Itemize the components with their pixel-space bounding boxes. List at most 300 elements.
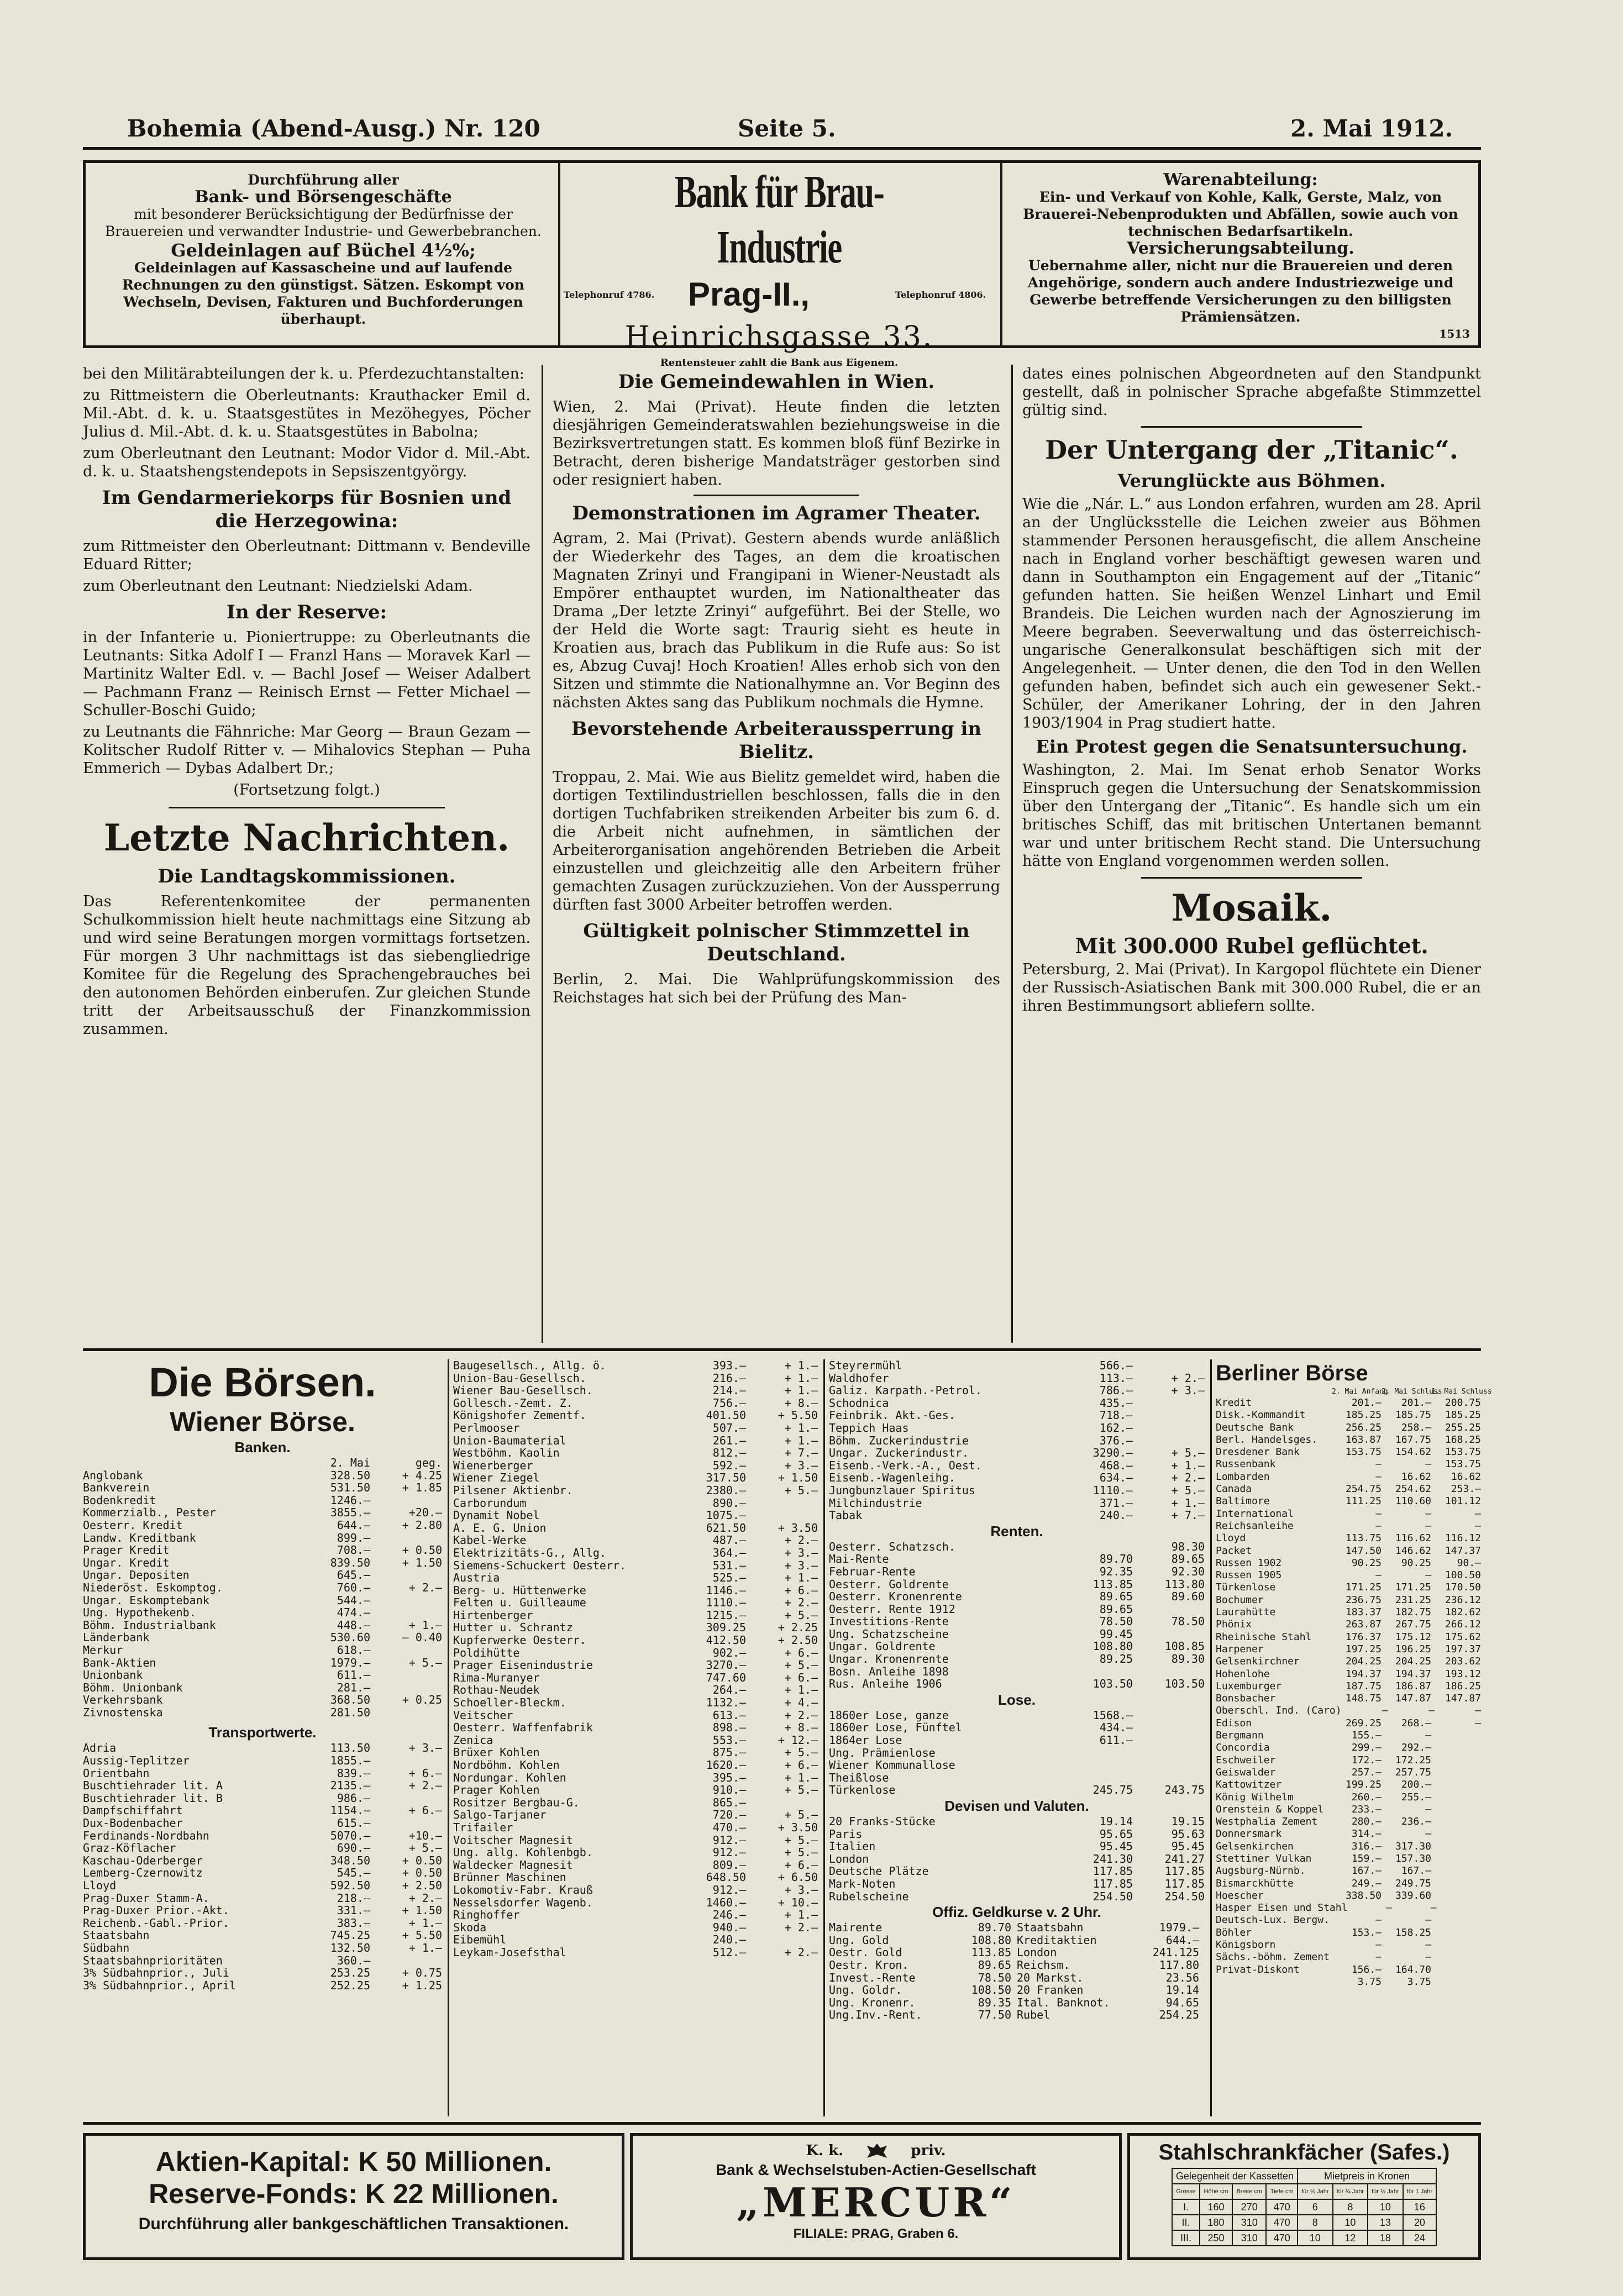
transport-value: + 1.25 bbox=[402, 1978, 442, 1992]
bank-value: 708.— bbox=[337, 1543, 370, 1557]
industrie-name: Poldihütte bbox=[453, 1646, 520, 1659]
berlin-value: 256.25 bbox=[1345, 1421, 1382, 1433]
geldkurse-title: Offiz. Geldkurse v. 2 Uhr. bbox=[932, 1904, 1101, 1921]
industrie-value: 1132.— bbox=[706, 1696, 746, 1710]
los-row bbox=[829, 1709, 1205, 1722]
boerse-col-1 bbox=[83, 1359, 442, 1992]
industrie-value: 246.— bbox=[712, 1908, 746, 1922]
industrie-name: Prager Eisenindustrie bbox=[453, 1658, 593, 1672]
bank-brau-city-row bbox=[564, 275, 995, 314]
bank-row bbox=[83, 1469, 442, 1482]
transport-name: Lemberg-Czernowitz bbox=[83, 1866, 203, 1880]
industrie-value: 910.— bbox=[712, 1783, 746, 1797]
transport-name: Kaschau-Oderberger bbox=[83, 1853, 203, 1867]
bank-value: 530.60 bbox=[330, 1631, 370, 1644]
industrie-value: 912.— bbox=[712, 1846, 746, 1859]
transport-name: Buschtiehrader lit. B bbox=[83, 1791, 223, 1805]
transport-name: Prag-Duxer Stamm-A. bbox=[83, 1891, 209, 1905]
industrie-value: + 10.— bbox=[778, 1895, 818, 1909]
col3-sub-protest: Ein Protest gegen die Senatsuntersuchung. bbox=[1036, 736, 1468, 757]
devise-value: 254.50 bbox=[1164, 1889, 1205, 1903]
rente-value: 103.50 bbox=[1164, 1677, 1205, 1691]
transport-name: Dux-Bodenbacher bbox=[83, 1816, 183, 1830]
rente-row bbox=[829, 1653, 1205, 1665]
los-value: 611.— bbox=[1099, 1733, 1133, 1747]
los-value bbox=[1133, 1747, 1205, 1759]
transport-row bbox=[83, 1804, 442, 1817]
industrie-value: 264.— bbox=[712, 1683, 746, 1697]
berlin-value: 175.12 bbox=[1395, 1631, 1431, 1643]
industrie-row bbox=[453, 1934, 818, 1946]
industrie-row bbox=[453, 1621, 818, 1634]
bank-name: Ungar. Kredit bbox=[83, 1556, 170, 1569]
industrie-value: + 2.25 bbox=[778, 1621, 818, 1635]
berlin-value: 233.— bbox=[1351, 1803, 1382, 1815]
industrie-value: + 3.— bbox=[784, 1458, 818, 1472]
los-value bbox=[1133, 1759, 1205, 1772]
berlin-value: 153.75 bbox=[1445, 1446, 1481, 1458]
industrie-name: Lokomotiv-Fabr. Krauß bbox=[453, 1883, 593, 1896]
berlin-value: 231.25 bbox=[1395, 1594, 1431, 1606]
berlin-value: 171.25 bbox=[1345, 1582, 1382, 1594]
berlin-row bbox=[1216, 1458, 1481, 1470]
berlin-value: 203.62 bbox=[1445, 1656, 1481, 1668]
devise-value: 117.85 bbox=[1164, 1864, 1205, 1878]
los-value bbox=[1061, 1759, 1133, 1772]
transport-value: 986.— bbox=[337, 1791, 370, 1805]
bank-name: Länderbank bbox=[83, 1631, 150, 1644]
devise-name: London bbox=[829, 1852, 869, 1866]
berlin-value bbox=[1431, 1779, 1481, 1791]
column-1 bbox=[83, 365, 531, 1348]
devise-value: 19.15 bbox=[1171, 1815, 1205, 1828]
los-name: Ung. Prämienlose bbox=[829, 1746, 936, 1759]
industrie2-row bbox=[829, 1459, 1205, 1472]
berlin-value bbox=[1431, 1816, 1481, 1828]
industrie-value: 613.— bbox=[712, 1708, 746, 1722]
transport-name: 3% Südbahnprior., Juli bbox=[83, 1966, 229, 1980]
berlin-value: 167.75 bbox=[1395, 1433, 1431, 1446]
berlin-value: 292.— bbox=[1401, 1742, 1431, 1754]
berlin-value: 116.62 bbox=[1395, 1532, 1431, 1544]
col3-separator1 bbox=[1141, 426, 1362, 428]
industrie-value: 512.— bbox=[712, 1945, 746, 1959]
industrie-value: + 6.— bbox=[784, 1583, 818, 1597]
berlin-value: 194.37 bbox=[1345, 1668, 1382, 1680]
industrie-value: 2380.— bbox=[706, 1483, 746, 1497]
industrie-value: + 1.— bbox=[784, 1908, 818, 1922]
col1-para2: zu Rittmeistern die Oberleutnants: Krauthacker Emil d. Mil.-Abt. d. k. u. Staatsgestütes in Mezöhegyes, Pöcher Julius d. Mil.-Abt. d. k. u. Staatsgestütes in Babolna; bbox=[83, 387, 531, 440]
berlin-name: Canada bbox=[1216, 1483, 1252, 1495]
devisen-title: Devisen und Valuten. bbox=[944, 1798, 1089, 1814]
berlin-value: 257.— bbox=[1351, 1766, 1382, 1778]
industrie-value: 890.— bbox=[712, 1496, 746, 1510]
bank-value: + 5.— bbox=[408, 1656, 442, 1669]
col2-separator1 bbox=[694, 495, 859, 496]
berlin-row bbox=[1216, 1532, 1481, 1544]
industrie-value: + 2.— bbox=[784, 1533, 818, 1547]
top-ad-left-line1: Durchführung aller bbox=[248, 172, 399, 188]
industrie-row bbox=[453, 1696, 818, 1709]
bank-brau-note: Rentensteuer zahlt die Bank aus Eigenem. bbox=[660, 357, 899, 369]
geldkurse-list bbox=[829, 1921, 1205, 2021]
industrie-row bbox=[453, 1397, 818, 1410]
berlin-value: 280.— bbox=[1351, 1816, 1382, 1828]
safes-cell: 13 bbox=[1368, 2215, 1403, 2230]
devisen-list bbox=[829, 1815, 1205, 1903]
bank-value bbox=[370, 1594, 442, 1607]
industrie-value: + 1.— bbox=[784, 1384, 818, 1397]
safes-colname: Tiefe cm bbox=[1266, 2184, 1298, 2199]
geldkurs-name: Rubel bbox=[1017, 2008, 1051, 2022]
industrie2-value: 162.— bbox=[1099, 1421, 1133, 1435]
transport-name: Staatsbahnprioritäten bbox=[83, 1953, 223, 1967]
top-ad-divider-right bbox=[1000, 160, 1002, 348]
col1-heading-reserve: In der Reserve: bbox=[226, 601, 387, 623]
rente-value: 78.50 bbox=[1171, 1615, 1205, 1628]
berlin-name: Phönix bbox=[1216, 1619, 1252, 1631]
berlin-name: Sächs.-böhm. Zement bbox=[1216, 1951, 1330, 1963]
los-value bbox=[1133, 1734, 1205, 1747]
industrie2-row bbox=[829, 1472, 1205, 1484]
bank-name: Ungar. Depositen bbox=[83, 1568, 190, 1582]
rente-row bbox=[829, 1665, 1205, 1678]
berlin-value bbox=[1431, 1865, 1481, 1877]
industrie-value: 507.— bbox=[712, 1421, 746, 1435]
bank-value: 531.50 bbox=[330, 1481, 370, 1495]
industrie-value: 912.— bbox=[712, 1883, 746, 1896]
industrie-value: 1620.— bbox=[706, 1758, 746, 1772]
transport-row bbox=[83, 1955, 442, 1967]
bank-row bbox=[83, 1481, 442, 1494]
berlin-row bbox=[1216, 1471, 1481, 1483]
safes-cell: 10 bbox=[1368, 2199, 1403, 2215]
industrie-row bbox=[453, 1759, 818, 1772]
bank-value: 474.— bbox=[337, 1606, 370, 1620]
col2-para3: Troppau, 2. Mai. Wie aus Bielitz gemeldet wird, haben die dortigen Textilindustriellen beschlossen, falls die in den dortigen Tuchfabriken streikenden Arbeiter bis zum 6. d. die Arbeit nicht aufnehmen, in sämtlichen der Arbeiterorganisation angehörenden Betrieben die Arbeit einzustellen und gleichzeitig alle den Arbeitern früher gemachten Zusagen zurückzuziehen. Von der Aussperrung dürften fast 3000 Arbeiter betroffen werden. bbox=[553, 769, 1000, 913]
berlin-name: Bismarckhütte bbox=[1216, 1877, 1294, 1889]
berlin-name: Bonsbacher bbox=[1216, 1693, 1276, 1705]
industrie2-value bbox=[1133, 1422, 1205, 1435]
devise-name: Italien bbox=[829, 1840, 876, 1853]
industrie-name: Hirtenberger bbox=[453, 1608, 533, 1622]
berlin-row bbox=[1216, 1767, 1481, 1779]
industrie-name: Kupferwerke Oesterr. bbox=[453, 1633, 586, 1647]
berlin-name: Lombarden bbox=[1216, 1470, 1270, 1483]
bank-brau-city: Prag-II., bbox=[688, 276, 810, 313]
berlin-row bbox=[1216, 1495, 1481, 1507]
industrie-value: 720.— bbox=[712, 1808, 746, 1822]
safes-cell: 470 bbox=[1266, 2215, 1298, 2230]
transport-value: 545.— bbox=[337, 1866, 370, 1880]
industrie-name: Eibemühl bbox=[453, 1933, 507, 1947]
transport-value: 839.— bbox=[337, 1766, 370, 1780]
los-row bbox=[829, 1784, 1205, 1796]
berlin-value: 317.30 bbox=[1395, 1840, 1431, 1852]
devise-name: Paris bbox=[829, 1827, 863, 1841]
geldkurs-value: 108.50 bbox=[971, 1983, 1011, 1997]
berlin-row bbox=[1216, 1730, 1481, 1742]
berlin-value: 196.25 bbox=[1395, 1643, 1431, 1655]
bank-brau-tel-left: Telephonruf 4786. bbox=[564, 290, 655, 300]
los-name: Theißlose bbox=[829, 1770, 889, 1784]
geldkurs-name: Invest.-Rente bbox=[829, 1971, 916, 1984]
col1-para8: Das Referentenkomitee der permanenten Schulkommission hielt heute nachmittags eine Sitzung ab und wird seine Beratungen morgen vormittags fortsetzen. Für morgen 3 Uhr nachmittags ist das siebengliedrige Komitee für die Regelung des Sprachengebrauches bei den autonomen Behörden einberufen. Zur gleichen Stunde tritt der Arbeitsausschuß der Finanzkommission zusammen. bbox=[83, 893, 531, 1038]
berliner-colhead bbox=[1216, 1387, 1492, 1397]
industrie-name: Baugesellsch., Allg. ö. bbox=[453, 1359, 606, 1372]
transport-value: 592.50 bbox=[330, 1879, 370, 1892]
col1-para1: bei den Militärabteilungen der k. u. Pferdezuchtanstalten: bbox=[83, 365, 524, 382]
col1-continuation: (Fortsetzung folgt.) bbox=[233, 781, 380, 798]
transport-row bbox=[83, 1929, 442, 1942]
los-value: 243.75 bbox=[1164, 1783, 1205, 1797]
rente-row bbox=[829, 1628, 1205, 1641]
industrie-value: + 5.— bbox=[784, 1483, 818, 1497]
industrie2-value: 566.— bbox=[1099, 1359, 1133, 1372]
col2-heading-agram: Demonstrationen im Agramer Theater. bbox=[572, 502, 981, 524]
berlin-row bbox=[1216, 1791, 1481, 1804]
transport-row bbox=[83, 1742, 442, 1754]
bank-value bbox=[370, 1682, 442, 1694]
berlin-value: — bbox=[1425, 1951, 1431, 1963]
bank-brau-tel-right: Telephonruf 4806. bbox=[895, 290, 986, 300]
rente-value: 89.30 bbox=[1171, 1652, 1205, 1666]
bank-value: 281.50 bbox=[330, 1705, 370, 1719]
col1-para4: zum Rittmeister den Oberleutnant: Dittmann v. Bendeville Eduard Ritter; bbox=[83, 538, 531, 573]
col2-heading-bielitz: Bevorstehende Arbeiteraussperrung in Bielitz. bbox=[571, 718, 982, 763]
industrie-value: + 1.— bbox=[784, 1359, 818, 1372]
berlin-value: 116.12 bbox=[1445, 1532, 1481, 1544]
berlin-value: 171.25 bbox=[1395, 1582, 1431, 1594]
industrie2-value: 634.— bbox=[1099, 1471, 1133, 1485]
berlin-name: Hasper Eisen und Stahl bbox=[1216, 1902, 1348, 1914]
top-ad-center bbox=[564, 165, 995, 369]
berlin-value: — bbox=[1428, 1705, 1435, 1717]
industrie-value: 756.— bbox=[712, 1396, 746, 1410]
berlin-value: 168.25 bbox=[1445, 1433, 1481, 1446]
industrie-row bbox=[453, 1484, 818, 1497]
industrie2-value: + 1.— bbox=[1171, 1496, 1205, 1510]
rente-name: Bosn. Anleihe 1898 bbox=[829, 1664, 949, 1678]
industrie-row bbox=[453, 1659, 818, 1672]
berlin-row bbox=[1216, 1434, 1481, 1446]
berlin-value: 90.25 bbox=[1401, 1557, 1431, 1569]
transport-row bbox=[83, 1892, 442, 1905]
berlin-value: — bbox=[1425, 1914, 1431, 1926]
transport-value bbox=[370, 1792, 442, 1805]
berlin-value: 154.62 bbox=[1395, 1446, 1431, 1458]
rente-row bbox=[829, 1678, 1205, 1690]
bank-brau-title: Bank für Brau-Industrie bbox=[674, 166, 884, 273]
industrie-row bbox=[453, 1647, 818, 1659]
bank-row bbox=[83, 1494, 442, 1507]
transport-value: 348.50 bbox=[330, 1853, 370, 1867]
industrie-value: + 5.— bbox=[784, 1808, 818, 1822]
wiener-boerse-title: Wiener Börse. bbox=[170, 1406, 355, 1437]
industrie-value: 364.— bbox=[712, 1546, 746, 1559]
industrie-value: 525.— bbox=[712, 1571, 746, 1585]
devise-value: 95.63 bbox=[1171, 1827, 1205, 1841]
rente-value bbox=[1133, 1628, 1205, 1641]
industrie-name: Rothau-Neudek bbox=[453, 1683, 540, 1697]
industrie-row bbox=[453, 1584, 818, 1597]
berlin-value: 101.12 bbox=[1445, 1495, 1481, 1507]
los-row bbox=[829, 1747, 1205, 1759]
berlin-name: Luxemburger bbox=[1216, 1680, 1282, 1692]
berlin-row bbox=[1216, 1841, 1481, 1853]
devise-row bbox=[829, 1865, 1205, 1878]
industrie2-row bbox=[829, 1372, 1205, 1385]
industrie-value: + 5.— bbox=[784, 1608, 818, 1622]
transport-name: Reichenb.-Gabl.-Prior. bbox=[83, 1916, 229, 1930]
industrie-name: Salgo-Tarjaner bbox=[453, 1808, 547, 1822]
berlin-row bbox=[1216, 1619, 1481, 1631]
bank-row bbox=[83, 1657, 442, 1669]
berlin-name: Russenbank bbox=[1216, 1458, 1276, 1470]
boerse-title: Die Börsen. bbox=[149, 1359, 376, 1405]
geldkurs-row bbox=[829, 1959, 1205, 1972]
berlin-value: 155.— bbox=[1351, 1730, 1382, 1742]
berlin-value: 3.75 bbox=[1357, 1975, 1382, 1988]
berlin-name: Deutsche Bank bbox=[1216, 1421, 1294, 1433]
berlin-value: 253.— bbox=[1451, 1483, 1481, 1495]
industrie2-name: Tabak bbox=[829, 1509, 863, 1522]
bank-row bbox=[83, 1582, 442, 1594]
geldkurs-value: 23.56 bbox=[1165, 1971, 1199, 1984]
top-ad-right-heading2: Versicherungsabteilung. bbox=[1127, 239, 1354, 258]
industrie-value: + 3.— bbox=[784, 1546, 818, 1559]
industrie-row bbox=[453, 1909, 818, 1921]
bank-value: 281.— bbox=[337, 1680, 370, 1694]
industrie-name: Kabel-Werke bbox=[453, 1533, 527, 1547]
berlin-row bbox=[1216, 1545, 1481, 1557]
berlin-row bbox=[1216, 1520, 1481, 1532]
aktien-kapital: Aktien-Kapital: K 50 Millionen. bbox=[155, 2146, 552, 2177]
industrie-value: 875.— bbox=[712, 1746, 746, 1759]
industrie-value: + 1.50 bbox=[778, 1471, 818, 1485]
los-name: 1860er Lose, Fünftel bbox=[829, 1721, 962, 1735]
industrie-row bbox=[453, 1596, 818, 1609]
transport-name: 3% Südbahnprior., April bbox=[83, 1978, 236, 1992]
header-page-number: Seite 5. bbox=[738, 115, 836, 142]
los-row bbox=[829, 1721, 1205, 1734]
berlin-value bbox=[1431, 1890, 1481, 1902]
bank-name: Oesterr. Kredit bbox=[83, 1518, 183, 1532]
bank-name: Merkur bbox=[83, 1643, 123, 1657]
geldkurs-value: 254.25 bbox=[1159, 2008, 1199, 2022]
bank-value: 611.— bbox=[337, 1668, 370, 1682]
bank-name: Ungar. Eskomptebank bbox=[83, 1593, 209, 1607]
berlin-value: 113.75 bbox=[1345, 1532, 1382, 1544]
industrie-name: Siemens-Schuckert Oesterr. bbox=[453, 1558, 627, 1572]
industrie2-row bbox=[829, 1359, 1205, 1372]
col2-heading-stimmzettel: Gültigkeit polnischer Stimmzettel in Deutschland. bbox=[583, 920, 970, 965]
industrie-name: Pilsener Aktienbr. bbox=[453, 1483, 573, 1497]
rente-value: 92.30 bbox=[1171, 1564, 1205, 1578]
berlin-value bbox=[1431, 1976, 1481, 1988]
transport-value: + 6.— bbox=[408, 1766, 442, 1780]
berlin-value bbox=[1431, 1927, 1481, 1939]
berlin-row bbox=[1216, 1878, 1481, 1890]
berlin-value: 236.— bbox=[1401, 1816, 1431, 1828]
los-row bbox=[829, 1772, 1205, 1784]
los-name: Wiener Kommunallose bbox=[829, 1758, 955, 1772]
safes-cell: 250 bbox=[1200, 2230, 1232, 2246]
berlin-name: Augsburg-Nürnb. bbox=[1216, 1865, 1306, 1877]
col3-para1: dates eines polnischen Abgeordneten auf den Standpunkt gestellt, daß in polnischer Sprache abgefaßte Stimmzettel gültig sind. bbox=[1022, 365, 1481, 419]
industrie-row bbox=[453, 1672, 818, 1684]
bank-row bbox=[83, 1569, 442, 1582]
geldkurs-value: 113.85 bbox=[971, 1946, 1011, 1959]
berlin-name: Baltimore bbox=[1216, 1495, 1270, 1507]
transport-value: 5070.— bbox=[330, 1829, 370, 1842]
col1-para6: in der Infanterie u. Pioniertruppe: zu Oberleutnants die Leutnants: Sitka Adolf I — Franzl Hans — Moravek Karl — Martinitz Walter Edl. v. — Bachl Josef — Weiser Adalbert — Pachmann Franz — Reinisch Ernst — Fetter Michael — Schuller-Boschi Guido; bbox=[83, 629, 531, 719]
berlin-value: 197.37 bbox=[1445, 1643, 1481, 1655]
rente-value: 89.70 bbox=[1099, 1552, 1133, 1566]
transport-value: + 6.— bbox=[408, 1804, 442, 1817]
industrie2-row bbox=[829, 1397, 1205, 1410]
berlin-value: — bbox=[1375, 1951, 1382, 1963]
berlin-row bbox=[1216, 1804, 1481, 1816]
industrie-value: + 2.— bbox=[784, 1945, 818, 1959]
safes-cell: I. bbox=[1172, 2199, 1200, 2215]
bank-value: + 2.80 bbox=[402, 1518, 442, 1532]
devise-value: 241.30 bbox=[1092, 1852, 1133, 1866]
geldkurs-value: 77.50 bbox=[978, 2008, 1011, 2022]
industrie-name: Felten u. Guilleaume bbox=[453, 1596, 586, 1610]
berlin-value: 172.— bbox=[1351, 1754, 1382, 1766]
berlin-name: Russen 1905 bbox=[1216, 1569, 1282, 1582]
col3-para4: Petersburg, 2. Mai (Privat). In Kargopol flüchtete ein Diener der Russisch-Asiatischen Bank mit 300.000 Rubel, die er an ihren Bestimmungsort abliefern sollte. bbox=[1022, 961, 1481, 1015]
berlin-value bbox=[1431, 1828, 1481, 1840]
los-value bbox=[1133, 1721, 1205, 1734]
industrie2-value: 371.— bbox=[1099, 1496, 1133, 1510]
transport-value: + 2.— bbox=[408, 1891, 442, 1905]
bank-name: Böhm. Unionbank bbox=[83, 1680, 183, 1694]
los-name: Türkenlose bbox=[829, 1783, 896, 1797]
industrie-value: 648.50 bbox=[706, 1871, 746, 1884]
renten-list bbox=[829, 1541, 1205, 1690]
industrie-name: Gollesch.-Zemt. Z. bbox=[453, 1396, 573, 1410]
industrie-value: + 1.— bbox=[784, 1421, 818, 1435]
industrie-value bbox=[746, 1509, 818, 1522]
berlin-value: 257.75 bbox=[1395, 1766, 1431, 1778]
rente-value: 78.50 bbox=[1099, 1615, 1133, 1628]
transport-value: + 1.— bbox=[408, 1916, 442, 1930]
berlin-name: Packet bbox=[1216, 1544, 1252, 1557]
berlin-value: 197.25 bbox=[1345, 1643, 1382, 1655]
safes-cell: 24 bbox=[1403, 2230, 1436, 2246]
berlin-row bbox=[1216, 1890, 1481, 1902]
industrie-name: Nesselsdorfer Wagenb. bbox=[453, 1895, 593, 1909]
industrie-name: Prager Kohlen bbox=[453, 1783, 540, 1797]
top-ad-left-line2: Bank- und Börsengeschäfte bbox=[195, 187, 452, 207]
geldkurs-name: London bbox=[1017, 1946, 1057, 1959]
berlin-value: 153.75 bbox=[1445, 1458, 1481, 1470]
berlin-value: 156.— bbox=[1351, 1963, 1382, 1975]
transport-row bbox=[83, 1792, 442, 1805]
industrie-value: 812.— bbox=[712, 1446, 746, 1460]
industrie2-value: 468.— bbox=[1099, 1458, 1133, 1472]
bank-name: Bodenkredit bbox=[83, 1493, 156, 1507]
bank-name: Bankverein bbox=[83, 1481, 150, 1495]
berlin-value: 111.25 bbox=[1345, 1495, 1382, 1507]
industrie2-name: Eisenb.-Wagenleihg. bbox=[829, 1471, 955, 1485]
geldkurs-name: Staatsbahn bbox=[1017, 1921, 1084, 1935]
header-date: 2. Mai 1912. bbox=[1290, 115, 1453, 142]
bank-name: Prager Kredit bbox=[83, 1543, 170, 1557]
banken-colhead bbox=[83, 1457, 442, 1469]
